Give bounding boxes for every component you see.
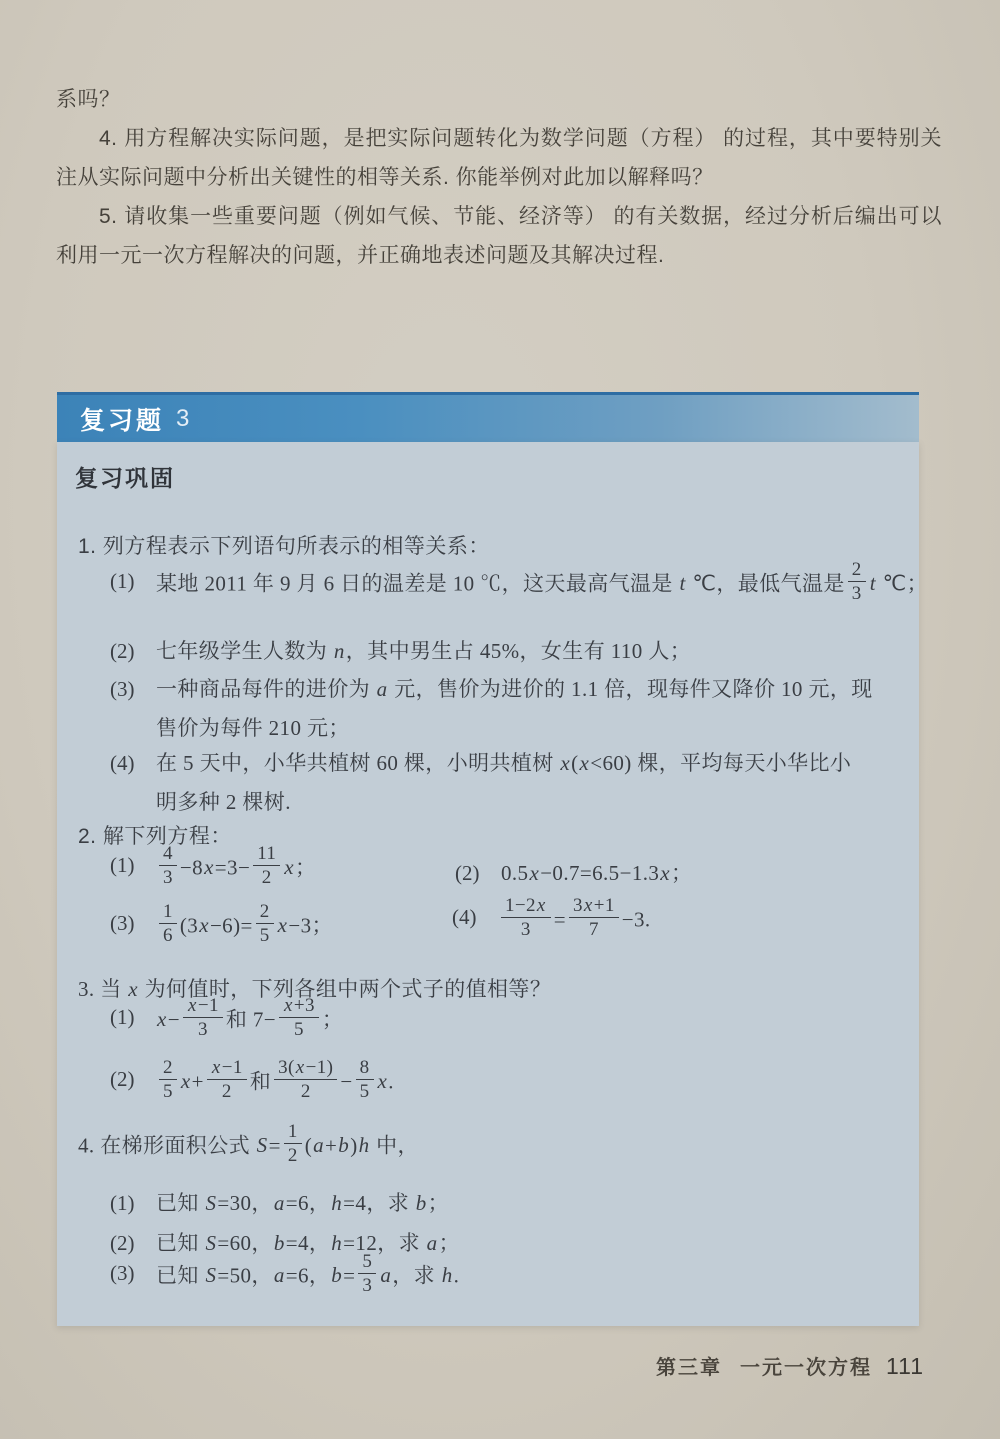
problem-item [110, 995, 344, 1044]
item-label: (2) [110, 1231, 135, 1255]
paragraph-item-5: 5. 请收集一些重要问题（例如气候、节能、经济等） 的有关数据，经过分析后编出可以利用一元一次方程解决的问题，并正确地表述问题及其解决过程. [56, 205, 942, 267]
item-label: (4) [110, 751, 135, 775]
fraction: $\frac{1}{6}$ [159, 901, 177, 947]
item-label: (1) [110, 1005, 135, 1029]
equation: 已知 S=30，a=6，h=4，求 b； [156, 1191, 450, 1215]
fraction: $\frac{3(x-1)}{2}$ [274, 1057, 337, 1103]
problem-item [455, 854, 692, 893]
chapter-label: 第三章 [656, 1357, 723, 1379]
equation: 已知 S=50，a=6，b= $\frac{5}{3}$ a，求 h. [156, 1251, 460, 1297]
problem-item [110, 843, 317, 892]
problem-item [110, 1184, 449, 1223]
problem-2-heading: 2. 解下列方程： [78, 825, 232, 848]
fraction: $\frac{2}{5}$ [159, 1057, 177, 1103]
math-line: 明多种 2 棵树. [156, 790, 291, 814]
equation: $\frac{1}{6}$ (3x−6)= $\frac{2}{5}$ x−3； [156, 904, 333, 950]
item-label: (2) [110, 1067, 135, 1091]
equation: 0.5x−0.7=6.5−1.3x； [501, 861, 693, 885]
equation: $\frac{4}{3}$ −8x=3− $\frac{11}{2}$ x； [156, 846, 316, 892]
item-label: (1) [110, 1191, 135, 1215]
math-line: 在 5 天中，小华共植树 60 棵，小明共植树 x(x<60) 棵，平均每天小华比小 [156, 751, 852, 775]
item-label: (3) [110, 911, 135, 935]
fraction: $\frac{x-1}{3}$ [183, 995, 223, 1041]
fraction: $\frac{4}{3}$ [159, 843, 177, 889]
equation: $\frac{2}{5}$ x+ $\frac{x-1}{2}$ 和 $\frac{3(x-1)}{2}$ − $\frac{8}{5}$ x. [156, 1060, 394, 1106]
problem-item [110, 670, 873, 748]
fraction: $\frac{x+3}{5}$ [279, 995, 319, 1041]
fraction: $\frac{x-1}{2}$ [207, 1057, 247, 1103]
box-subtitle: 复习巩固 [75, 465, 175, 491]
problem-item [110, 1057, 394, 1106]
banner-title: 复习题 [80, 406, 165, 435]
problem-item [110, 744, 851, 822]
chapter-title: 一元一次方程 [740, 1357, 873, 1379]
fraction: $\frac{5}{3}$ [358, 1251, 376, 1297]
item-label: (4) [452, 905, 477, 929]
problem-item [110, 559, 928, 608]
fraction: $\frac{2}{3}$ [848, 559, 866, 605]
paragraph-continuation: 系吗？ [56, 88, 121, 111]
fraction: $\frac{8}{5}$ [356, 1057, 374, 1103]
problem-item [110, 901, 333, 950]
fraction: $\frac{3x+1}{7}$ [569, 895, 619, 941]
page-number: 111 [886, 1353, 924, 1379]
problem-3-heading: 3. 当 x 为何值时，下列各组中两个式子的值相等？ [78, 977, 552, 1001]
fraction: $\frac{1-2x}{3}$ [501, 895, 551, 941]
math-line: 一种商品每件的进价为 a 元，售价为进价的 1.1 倍，现每件又降价 10 元，现 [156, 677, 873, 701]
math-line: 七年级学生人数为 n，其中男生占 45%，女生有 110 人； [156, 639, 692, 663]
item-label: (2) [455, 861, 480, 885]
item-label: (2) [110, 639, 135, 663]
equation: $\frac{1-2x}{3}$ = $\frac{3x+1}{7}$ −3. [498, 898, 651, 944]
item-label: (1) [110, 569, 135, 593]
problem-item [110, 632, 691, 671]
intro-text [56, 80, 942, 275]
item-label: (3) [110, 1261, 135, 1285]
paragraph-item-4: 4. 用方程解决实际问题，是把实际问题转化为数学问题（方程） 的过程，其中要特别关注从实际问题中分析出关键性的相等关系. 你能举例对此加以解释吗？ [56, 127, 942, 189]
problem-1-heading: 1. 列方程表示下列语句所表示的相等关系： [78, 535, 490, 558]
item-label: (3) [110, 677, 135, 701]
banner-number: 3 [176, 404, 190, 432]
problem-4-heading: 4. 在梯形面积公式 S= $\frac{1}{2}$ (a+b)h 中， [78, 1121, 419, 1167]
equation: x− $\frac{x-1}{3}$ 和 7− $\frac{x+3}{5}$ ； [157, 995, 344, 1041]
item-label: (1) [110, 853, 135, 877]
problem-item [452, 895, 651, 944]
fraction: $\frac{2}{5}$ [256, 901, 274, 947]
page-footer [656, 1351, 924, 1380]
math-line: 售价为每件 210 元； [156, 716, 350, 740]
fraction: $\frac{11}{2}$ [253, 843, 280, 889]
problem-item [110, 1251, 460, 1300]
review-section [57, 392, 928, 1326]
math-line: 某地 2011 年 9 月 6 日的温差是 10 ℃，这天最高气温是 t ℃，最低气温是 $\frac{2}{3}$ t ℃； [156, 559, 928, 605]
review-banner [57, 392, 919, 442]
equation: 已知 S=60，b=4，h=12，求 a； [156, 1231, 460, 1255]
review-box [57, 442, 928, 1326]
fraction: $\frac{1}{2}$ [284, 1121, 302, 1167]
